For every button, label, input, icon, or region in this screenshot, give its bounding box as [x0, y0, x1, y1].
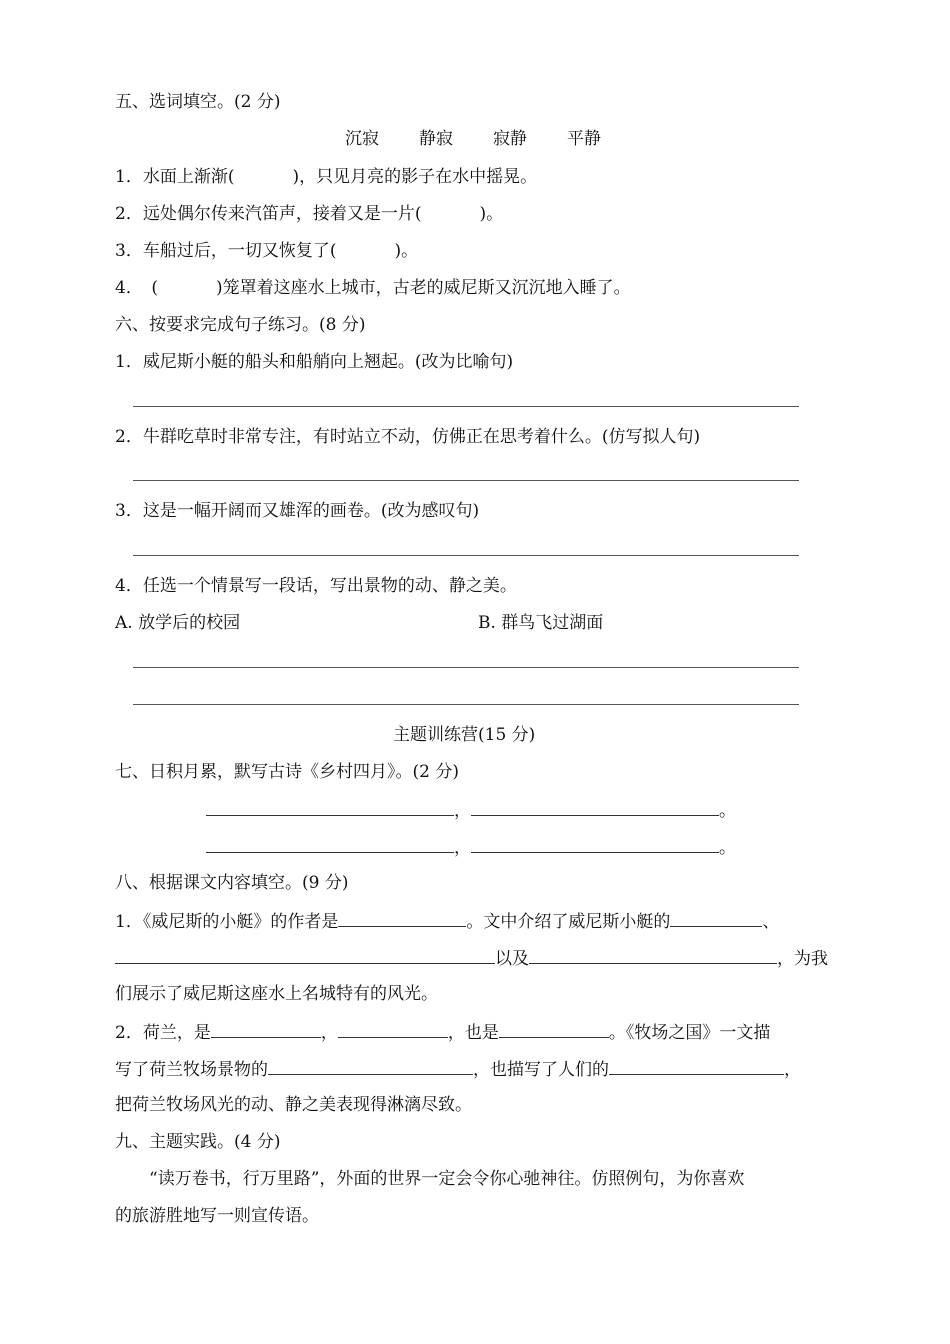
- s8-line-5: 写了荷兰牧场景物的 ，也描写了人们的 ，: [115, 1056, 801, 1082]
- option-a: A. 放学后的校园: [115, 613, 241, 633]
- fill-blank[interactable]: [268, 1056, 473, 1075]
- section-8-heading: 八、根据课文内容填空。(9 分): [115, 873, 349, 893]
- option-b: B. 群鸟飞过湖面: [478, 613, 604, 633]
- s9-paragraph-line-2: 的旅游胜地写一则宣传语。: [115, 1206, 319, 1226]
- s5-question-3: 3．车船过后，一切又恢复了( )。: [115, 241, 419, 261]
- s5-question-2: 2．远处偶尔传来汽笛声，接着又是一片( )。: [115, 204, 504, 224]
- answer-line[interactable]: [133, 480, 799, 481]
- fill-blank[interactable]: [529, 945, 777, 964]
- fill-blank[interactable]: [211, 1019, 321, 1038]
- word-option: 平静: [567, 129, 601, 149]
- fill-blank[interactable]: [499, 1019, 609, 1038]
- s8-line-3: 们展示了威尼斯这座水上名城特有的风光。: [115, 984, 438, 1004]
- fill-blank[interactable]: [338, 1019, 448, 1038]
- word-option: 沉寂: [345, 129, 379, 149]
- fill-blank[interactable]: [115, 945, 495, 964]
- s6-question-4: 4．任选一个情景写一段话，写出景物的动、静之美。: [115, 576, 517, 596]
- s6-question-1: 1．威尼斯小艇的船头和船艄向上翘起。(改为比喻句): [115, 352, 514, 372]
- word-option: 寂静: [493, 129, 527, 149]
- section-7-heading: 七、日积月累，默写古诗《乡村四月》。(2 分): [115, 762, 459, 782]
- section-9-heading: 九、主题实践。(4 分): [115, 1132, 281, 1152]
- camp-title: 主题训练营(15 分): [393, 725, 536, 745]
- poem-blank[interactable]: [471, 797, 719, 816]
- section-5-heading: 五、选词填空。(2 分): [115, 92, 281, 112]
- poem-blank[interactable]: [471, 834, 719, 853]
- answer-line[interactable]: [133, 704, 799, 705]
- s8-line-2: 以及 ，为我: [115, 945, 828, 971]
- s6-question-3: 3．这是一幅开阔而又雄浑的画卷。(改为感叹句): [115, 501, 480, 521]
- word-bank: [345, 127, 641, 151]
- fill-blank[interactable]: [338, 908, 466, 927]
- s8-line-4: 2．荷兰，是 ， ，也是 。《牧场之国》一文描: [115, 1019, 770, 1045]
- poem-blank[interactable]: [206, 834, 454, 853]
- poem-blank[interactable]: [206, 797, 454, 816]
- s8-line-6: 把荷兰牧场风光的动、静之美表现得淋漓尽致。: [115, 1095, 472, 1115]
- s8-line-1: 1．《威尼斯的小艇》的作者是 。文中介绍了威尼斯小艇的 、: [115, 908, 779, 934]
- fill-blank[interactable]: [609, 1056, 784, 1075]
- s5-question-4: 4． ( )笼罩着这座水上城市，古老的威尼斯又沉沉地入睡了。: [115, 278, 631, 298]
- answer-line[interactable]: [133, 406, 799, 407]
- poem-line-1: ， 。: [206, 797, 736, 823]
- s9-paragraph-line-1: “读万卷书，行万里路”，外面的世界一定会令你心驰神往。仿照例句，为你喜欢: [149, 1169, 745, 1189]
- fill-blank[interactable]: [670, 908, 762, 927]
- word-option: 静寂: [419, 129, 453, 149]
- section-6-heading: 六、按要求完成句子练习。(8 分): [115, 315, 366, 335]
- answer-line[interactable]: [133, 667, 799, 668]
- s5-question-1: 1．水面上渐渐( )，只见月亮的影子在水中摇晃。: [115, 167, 538, 187]
- poem-line-2: ， 。: [206, 834, 736, 860]
- s6-question-2: 2．牛群吃草时非常专注，有时站立不动，仿佛正在思考着什么。(仿写拟人句): [115, 427, 701, 447]
- answer-line[interactable]: [133, 555, 799, 556]
